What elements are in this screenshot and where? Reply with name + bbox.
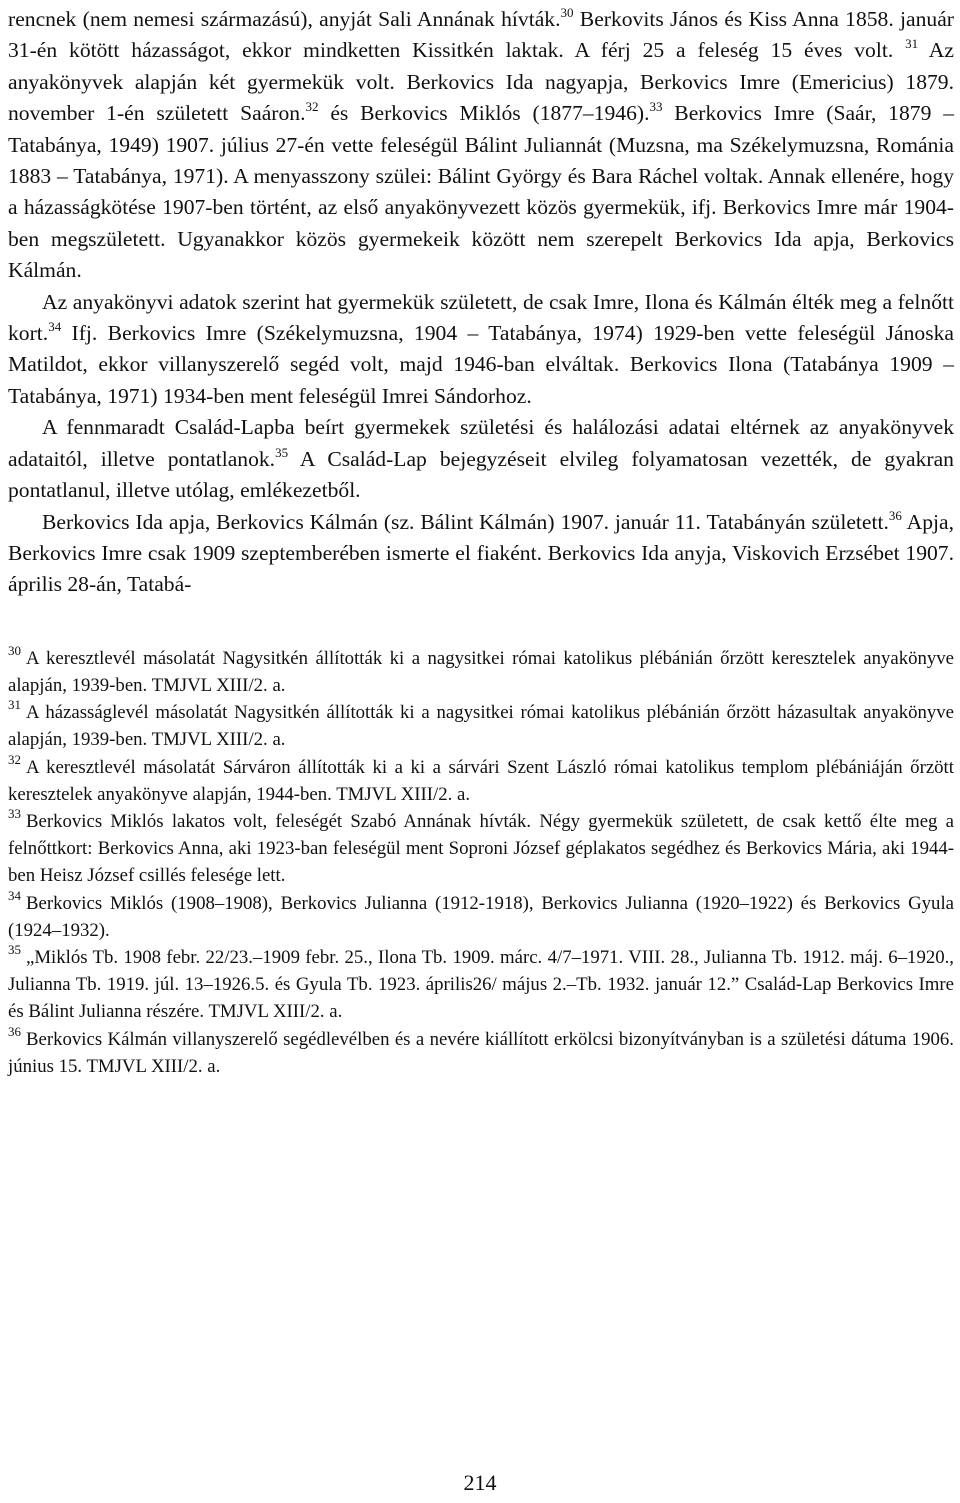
footnote-text: Berkovics Miklós (1908–1908), Berkovics Julianna (1912-1918), Berkovics Julianna (1920–1922) és Berkovics Gyula (1924–1932). xyxy=(8,892,954,941)
footnote-number: 34 xyxy=(8,887,21,903)
text-run: Berkovics Ida apja, Berkovics Kálmán (sz. Bálint Kálmán) 1907. január 11. Tatabányán született. xyxy=(42,509,889,534)
footnote xyxy=(8,699,954,753)
footnote-reference: 34 xyxy=(48,319,62,335)
footnote xyxy=(8,751,954,808)
text-run: Az anyakönyvek alapján két gyermekük volt. Berkovics Ida nagyapja, Berkovics Imre (Emericius) 1879. november 1-én született Saáron. xyxy=(8,38,954,126)
footnote-text: A keresztlevél másolatát Nagysitkén állították ki a nagysitkei római katolikus plébánián őrzött keresztelek anyakönyve alapján, 1939-ben. TMJVL XIII/2. a. xyxy=(8,647,954,696)
footnote-text: A keresztlevél másolatát Sárváron állították ki a ki a sárvári Szent László római katolikus templom plébániáján őrzött keresztelek anyakönyve alapján, 1944-ben. TMJVL XIII/2. a. xyxy=(8,756,954,805)
footnote-reference: 31 xyxy=(905,36,919,52)
footnote-number: 35 xyxy=(8,941,21,957)
footnote-reference: 30 xyxy=(560,5,574,20)
paragraph xyxy=(8,4,954,287)
footnote xyxy=(8,941,954,1026)
text-run: Apja, Berkovics Imre csak 1909 szeptemberében ismerte el fiaként. Berkovics Ida anyja, Viskovich Erzsébet 1907. április 28-án, Tatabá- xyxy=(8,509,954,597)
paragraph xyxy=(8,412,954,506)
text-run: Berkovics Imre (Saár, 1879 – Tatabánya, 1949) 1907. július 27-én vette feleségül Bálint Juliannát (Muzsna, ma Székelymuzsna, Románia 1883 – Tatabánya, 1971). A menyasszony szülei: Bálint György és Bara Ráchel voltak. Annak ellenére, hogy a házasságkötése 1907-ben történt, az első anyakönyvezett közös gyermekük, ifj. Berkovics Imre már 1904-ben megszületett. Ugyanakkor közös gyermekeik között nem szerepelt Berkovics Ida apja, Berkovics Kálmán. xyxy=(8,101,954,283)
text-run: és Berkovics Miklós (1877–1946). xyxy=(318,101,650,126)
text-run: Ifj. Berkovics Imre (Székelymuzsna, 1904 – Tatabánya, 1974) 1929-ben vette feleségül Jánoska Matildot, ekkor villanyszerelő segéd volt, majd 1946-ban elváltak. Berkovics Ilona (Tatabánya 1909 – Tatabánya, 1971) 1934-ben ment feleségül Imrei Sándorhoz. xyxy=(8,321,954,408)
footnote-reference: 35 xyxy=(275,444,289,460)
footnote-reference: 32 xyxy=(305,99,319,115)
footnote xyxy=(8,887,954,944)
footnote-number: 32 xyxy=(8,751,21,767)
footnote-number: 31 xyxy=(8,697,21,713)
footnote-text: Berkovics Miklós lakatos volt, feleségét Szabó Annának hívták. Négy gyermekük született, de csak kettő élte meg a felnőttkort: Berkovics Anna, aki 1923-ban feleségül ment Soproni József géplakatos segédhez és Berkovics Mária, aki 1944-ben Heisz József csillés felesége lett. xyxy=(8,810,954,887)
paragraph xyxy=(8,287,954,413)
footnote xyxy=(8,1023,954,1080)
footnote-reference: 36 xyxy=(888,507,902,523)
footnote-reference: 33 xyxy=(649,99,663,115)
text-run: Az anyakönyvi adatok szerint hat gyermekük született, de csak Imre, Ilona és Kálmán élték meg a felnőtt kort. xyxy=(8,289,954,346)
footnote-number: 30 xyxy=(8,642,21,658)
footnote-number: 33 xyxy=(8,805,21,821)
paragraph xyxy=(8,507,954,601)
text-run: A fennmaradt Család-Lapba beírt gyermekek születési és halálozási adatai eltérnek az anyakönyvek adataitól, illetve pontatlanok. xyxy=(8,415,954,471)
footnote-text: „Miklós Tb. 1908 febr. 22/23.–1909 febr. 25., Ilona Tb. 1909. márc. 4/7–1971. VIII. 28., Julianna Tb. 1912. máj. 6–1920., Julianna Tb. 1919. júl. 13–1926.5. és Gyula Tb. 1923. április26/ május 2.–Tb. 1932. január 12.” Család-Lap Berkovics Imre és Bálint Julianna részére. TMJVL XIII/2. a. xyxy=(8,946,954,1023)
footnotes xyxy=(8,642,954,1080)
footnote-number: 36 xyxy=(8,1023,21,1039)
footnote xyxy=(8,642,954,699)
document-page xyxy=(8,0,954,1080)
text-run: A Család-Lap bejegyzéseit elvileg folyamatosan vezették, de gyakran pontatlanul, illetve utólag, emlékezetből. xyxy=(8,446,954,503)
footnote-text: Berkovics Kálmán villanyszerelő segédlevélben és a nevére kiállított erkölcsi bizonyítványban is a születési dátuma 1906. június 15. TMJVL XIII/2. a. xyxy=(8,1028,954,1077)
main-text xyxy=(8,4,954,601)
page-number: 214 xyxy=(463,1470,497,1495)
footnote-text: A házasságlevél másolatát Nagysitkén állították ki a nagysitkei római katolikus plébánián őrzött házasultak anyakönyve alapján, 1939-ben. TMJVL XIII/2. a. xyxy=(8,702,954,751)
text-run: Berkovits János és Kiss Anna 1858. január 31-én kötött házasságot, ekkor mindketten Kissitkén laktak. A férj 25 a feleség 15 éves volt. xyxy=(8,7,954,63)
text-run: rencnek (nem nemesi származású), anyját Sali Annának hívták. xyxy=(8,7,561,31)
footnote xyxy=(8,805,954,890)
